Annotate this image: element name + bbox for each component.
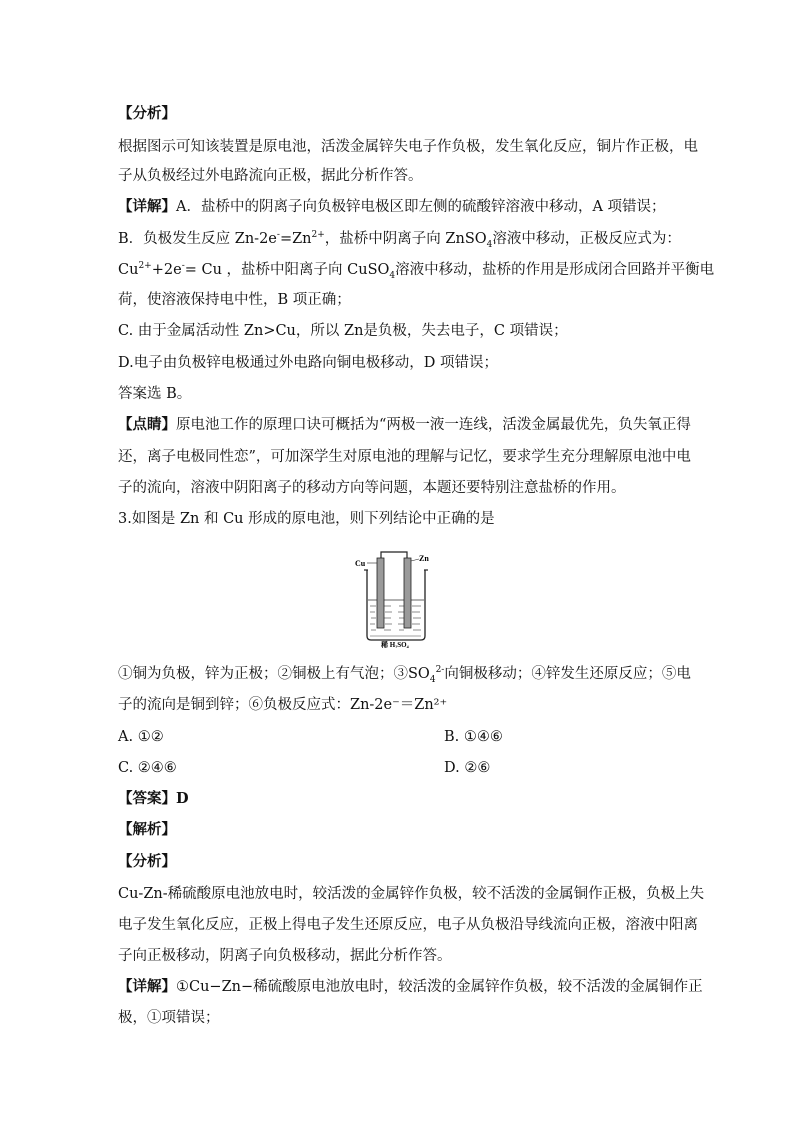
- answer-line: 答案选 B。: [118, 386, 192, 402]
- note-line: 还，离子电极同性恋”，可加深学生对原电池的理解与记忆，要求学生充分理解原电池中电: [118, 449, 691, 465]
- cu-label: Cu: [355, 559, 366, 568]
- statements-line: 子的流向是铜到锌；⑥负极反应式：Zn-2e⁻＝Zn²⁺: [118, 697, 448, 713]
- copper-electrode-icon: [377, 558, 384, 628]
- detail-tag: 【详解】: [118, 978, 176, 995]
- beaker-icon: [367, 570, 425, 640]
- question-stem: 3.如图是 Zn 和 Cu 形成的原电池，则下列结论中正确的是: [118, 511, 495, 527]
- note-tag: 【点睛】: [118, 416, 176, 433]
- detail-line: 极，①项错误；: [118, 1010, 220, 1026]
- solution-label: 稀 H₂SO₄: [381, 641, 409, 648]
- zn-label: Zn: [419, 554, 429, 563]
- note-line: 【点睛】原电池工作的原理口诀可概括为“两极一液一连线，活泼金属最优先，负失氧正得: [118, 416, 691, 433]
- analysis-line: 子向正极移动，阴离子向负极移动，据此分析作答。: [118, 948, 452, 964]
- analysis-heading: 【分析】: [118, 105, 176, 122]
- detail-tag: 【详解】: [118, 198, 176, 215]
- detail-line-d: 荷，使溶液保持电中性，B 项正确；: [118, 292, 351, 308]
- analysis-line: Cu-Zn-稀硫酸原电池放电时，较活泼的金属锌作负极，较不活泼的金属铜作正极，负极上失: [118, 886, 705, 902]
- answer-heading: 【答案】D: [118, 790, 189, 807]
- option-a[interactable]: A. ①②: [118, 729, 164, 745]
- detail-line-a: 【详解】A．盐桥中的阴离子向负极锌电极区即左侧的硫酸锌溶液中移动，A 项错误；: [118, 198, 666, 215]
- wire-icon: [381, 552, 407, 558]
- detail-line-b: B．负极发生反应 $Zn-2e^-=Zn^{2+}$，盐桥中阴离子向 ZnSO$_4$溶液中移动，正极反应式为：: [118, 230, 681, 250]
- analysis-line: 子从负极经过外电路流向正极，据此分析作答。: [118, 168, 423, 184]
- option-c[interactable]: C. ②④⑥: [118, 760, 177, 776]
- analysis-line: 电子发生氧化反应，正极上得电子发生还原反应，电子从负极沿导线流向正极，溶液中阳离: [118, 917, 698, 933]
- detail-line-c: $Cu^{2+}+2e^-= Cu$ ，盐桥中阳离子向 CuSO$_4$溶液中移动，盐桥的作用是形成闭合回路并平衡电: [118, 261, 715, 281]
- note-line: 子的流向，溶液中阴阳离子的移动方向等问题，本题还要特别注意盐桥的作用。: [118, 480, 626, 496]
- detail-line-f: D.电子由负极锌电极通过外电路向铜电极移动，D 项错误；: [118, 355, 498, 371]
- galvanic-cell-figure: [355, 548, 435, 648]
- zinc-electrode-icon: [404, 558, 411, 628]
- analysis-heading: 【分析】: [118, 853, 176, 870]
- analysis-line: 根据图示可知该装置是原电池，活泼金属锌失电子作负极，发生氧化反应，铜片作正极，电: [118, 139, 698, 155]
- statements-line: ①铜为负极，锌为正极；②铜极上有气泡；$③SO_4^{2-}$向铜极移动；④锌发生还原反应；⑤电: [118, 665, 691, 685]
- detail-line: 【详解】①Cu−Zn−稀硫酸原电池放电时，较活泼的金属锌作负极，较不活泼的金属铜作正: [118, 978, 703, 995]
- option-d[interactable]: D. ②⑥: [444, 760, 491, 776]
- detail-line-e: C. 由于金属活动性 Zn>Cu，所以 Zn是负极，失去电子，C 项错误；: [118, 323, 568, 339]
- option-b[interactable]: B. ①④⑥: [444, 729, 503, 745]
- explain-heading: 【解析】: [118, 821, 176, 838]
